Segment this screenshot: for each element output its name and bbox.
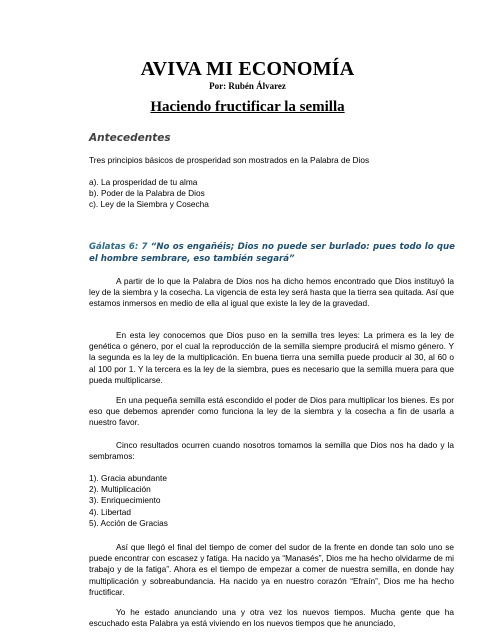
intro-text: Tres principios básicos de prosperidad son mostrados en la Palabra de Dios (89, 155, 370, 165)
verse-text: “No os engañéis; Dios no puede ser burlado: pues todo lo que el hombre sembrare, eso también segará” (89, 242, 456, 264)
list-item: 5). Acción de Gracias (89, 517, 168, 528)
list-item: b). Poder de la Palabra de Dios (89, 188, 205, 199)
document-subtitle: Haciendo fructificar la semilla (150, 99, 345, 115)
list-item: 3). Enriquecimiento (89, 495, 161, 506)
author-byline: Por: Rubén Álvarez (209, 81, 286, 91)
list-item: 1). Gracia abundante (89, 473, 167, 483)
list-item: 4). Libertad (89, 506, 131, 517)
results-list (89, 473, 454, 529)
paragraph: Cinco resultados ocurren cuando nosotros tomamos la semilla que Dios nos ha dado y la sembramos: (89, 440, 454, 462)
paragraph: Así que llegó el final del tiempo de comer del sudor de la frente en donde tan solo uno se puede encontrar con escasez y fatiga. Ha nacido ya “Manasés”, Dios me ha hecho olvidarme de mi trabajo y de la fatiga”. Ahora es el tiempo de empezar a comer de nuestra semilla, en donde hay multiplicación y sobreabundancia. Ha nacido ya en nuestro corazón “Efraín”, Dios me ha hecho fructificar. (89, 542, 454, 597)
bible-verse (89, 242, 455, 265)
paragraph: A partir de lo que la Palabra de Dios nos ha dicho hemos encontrado que Dios instituyó la ley de la siembra y la cosecha. La vigencia de esta ley será hasta que la tierra sea quitada. Así que estamos inmersos en medio de ella al igual que existe la ley de la gravedad. (89, 276, 454, 309)
verse-reference: Gálatas 6: 7 (89, 242, 148, 252)
section-heading-antecedentes: Antecedentes (89, 132, 171, 144)
document-title: AVIVA MI ECONOMÍA (140, 58, 355, 80)
paragraph: En una pequeña semilla está escondido el poder de Dios para multiplicar los bienes. Es por eso que debemos aprender como funciona la ley de la siembra y la cosecha a fin de usarla a nuestro favor. (89, 395, 454, 428)
paragraph: Yo he estado anunciando una y otra vez los nuevos tiempos. Mucha gente que ha escuchado esta Palabra ya está viviendo en los nuevos tiempos que he anunciado, (89, 607, 454, 629)
list-item: 2). Multiplicación (89, 484, 151, 495)
paragraph: En esta ley conocemos que Dios puso en la semilla tres leyes: La primera es la ley de genética o género, por el cual la reproducción de la semilla siempre producirá el mismo género. Y la segunda es la ley de la multiplicación. En buena tierra una semilla puede producir al 30, al 60 o al 100 por 1. Y la tercera es la ley de la siembra, pues es necesario que la semilla muera para que pueda multiplicarse. (89, 330, 454, 385)
list-item: c). Ley de la Siembra y Cosecha (89, 199, 209, 210)
list-item: a). La prosperidad de tu alma (89, 177, 198, 187)
principles-list (89, 177, 454, 211)
